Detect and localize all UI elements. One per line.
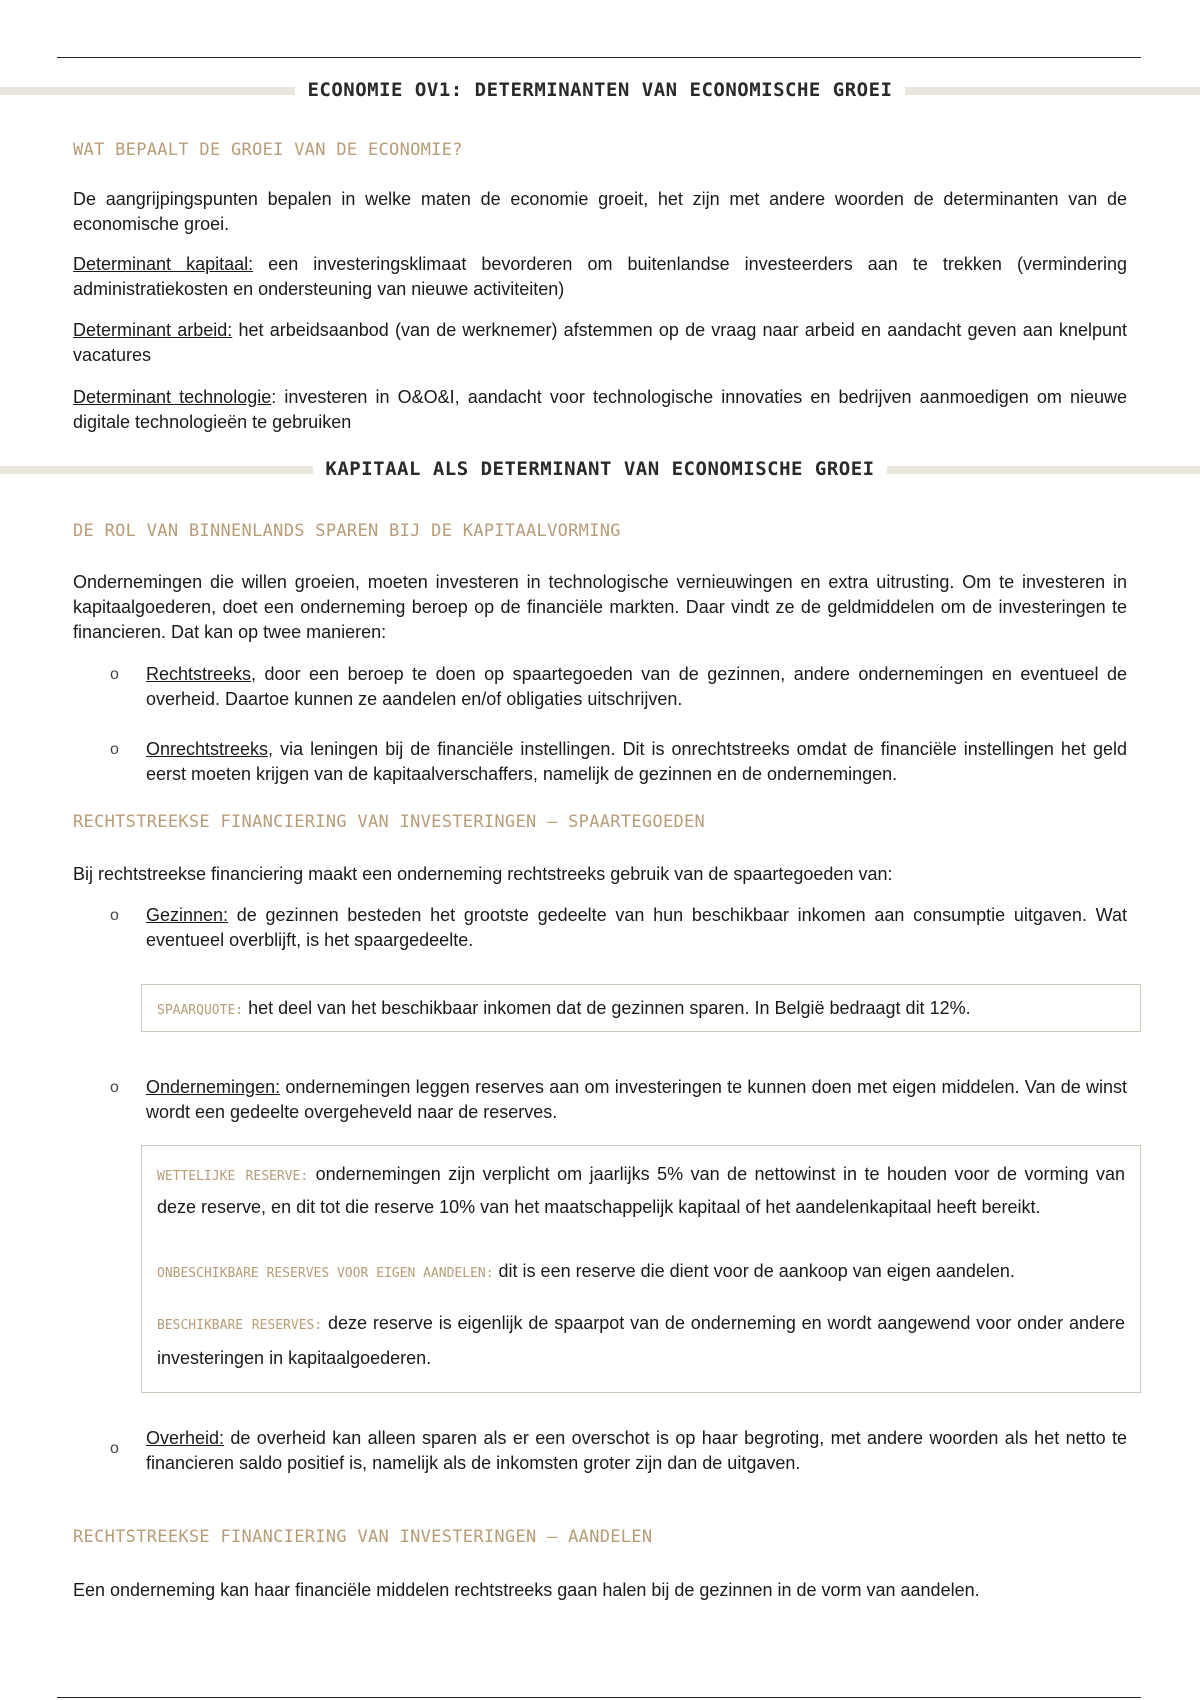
- section-heading: RECHTSTREEKSE FINANCIERING VAN INVESTERINGEN – SPAARTEGOEDEN: [73, 812, 706, 832]
- list-item: Ondernemingen: ondernemingen leggen reserves aan om investeringen te kunnen doen met eigen middelen. Van de winst wordt een gedeelte overgeheveld naar de reserves.: [146, 1077, 1127, 1122]
- paragraph-technologie: Determinant technologie: investeren in O&O&I, aandacht voor technologische innovaties en bedrijven aanmoedigen om nieuwe digitale technologieën te gebruiken: [73, 387, 1127, 432]
- list-item: Onrechtstreeks, via leningen bij de financiële instellingen. Dit is onrechtstreeks omdat de financiële instellingen het geld eerst moeten krijgen van de kapitaalverschaffers, namelijk de gezinnen en de ondernemingen.: [146, 739, 1127, 784]
- definition-label: BESCHIKBARE RESERVES:: [157, 1318, 323, 1333]
- section-heading: RECHTSTREEKSE FINANCIERING VAN INVESTERINGEN – AANDELEN: [73, 1527, 653, 1547]
- list-item: Gezinnen: de gezinnen besteden het grootste gedeelte van hun beschikbaar inkomen aan consumptie uitgaven. Wat eventueel overblijft, is het spaargedeelte.: [146, 905, 1127, 950]
- paragraph-kapitaal: Determinant kapitaal: een investeringsklimaat bevorderen om buitenlandse investeerders aan te trekken (vermindering administratiekosten en ondersteuning van nieuwe activiteiten): [73, 254, 1128, 299]
- definition-box: [141, 984, 1141, 1032]
- section-heading: DE ROL VAN BINNENLANDS SPAREN BIJ DE KAPITAALVORMING: [73, 521, 621, 541]
- term-label: Ondernemingen:: [146, 1077, 281, 1097]
- bullet-icon: o: [110, 907, 119, 924]
- paragraph: Ondernemingen die willen groeien, moeten investeren in technologische vernieuwingen en extra uitrusting. Om te investeren in kapitaalgoederen, doet een onderneming beroep op de financiële markten. Daar vindt ze de geldmiddelen om de investeringen te financieren. Dat kan op twee manieren:: [73, 572, 1127, 642]
- top-rule: [57, 57, 1141, 58]
- definition: BESCHIKBARE RESERVES: deze reserve is eigenlijk de spaarpot van de onderneming en wordt aangewend voor onder andere investeringen in kapitaalgoederen.: [157, 1313, 1125, 1368]
- definition: SPAARQUOTE: het deel van het beschikbaar inkomen dat de gezinnen sparen. In België bedraagt dit 12%.: [157, 998, 971, 1018]
- term-label: Rechtstreeks: [146, 664, 252, 684]
- definition: WETTELIJKE RESERVE: ondernemingen zijn verplicht om jaarlijks 5% van de nettowinst in te houden voor de vorming van deze reserve, en dit tot die reserve 10% van het maatschappelijk kapitaal of het aandelenkapitaal heeft bereikt.: [157, 1164, 1125, 1217]
- paragraph: Bij rechtstreekse financiering maakt een onderneming rechtstreeks gebruik van de spaartegoeden van:: [73, 864, 893, 884]
- term-label: Onrechtstreeks: [146, 739, 269, 759]
- definition-label: ONBESCHIKBARE RESERVES VOOR EIGEN AANDELEN:: [157, 1266, 494, 1281]
- bottom-rule: [57, 1697, 1141, 1698]
- paragraph: Een onderneming kan haar financiële middelen rechtstreeks gaan halen bij de gezinnen in de vorm van aandelen.: [73, 1580, 980, 1600]
- section-title: KAPITAAL ALS DETERMINANT VAN ECONOMISCHE GROEI: [0, 458, 1200, 480]
- bullet-icon: o: [110, 741, 119, 758]
- term-label: Gezinnen:: [146, 905, 229, 925]
- bullet-icon: o: [110, 1440, 119, 1457]
- list-item: Overheid: de overheid kan alleen sparen als er een overschot is op haar begroting, met andere woorden als het netto te financieren saldo positief is, namelijk als de inkomsten groter zijn dan de uitgaven.: [146, 1428, 1127, 1473]
- paragraph: De aangrijpingspunten bepalen in welke maten de economie groeit, het zijn met andere woorden de determinanten van de economische groei.: [73, 189, 1127, 234]
- list-item: Rechtstreeks, door een beroep te doen op spaartegoeden van de gezinnen, andere ondernemingen en eventueel de overheid. Daartoe kunnen ze aandelen en/of obligaties uitschrijven.: [146, 664, 1127, 709]
- term-label: Determinant kapitaal:: [73, 254, 254, 274]
- definition: ONBESCHIKBARE RESERVES VOOR EIGEN AANDELEN: dit is een reserve die dient voor de aankoop van eigen aandelen.: [157, 1261, 1015, 1281]
- bullet-icon: o: [110, 666, 119, 683]
- definition-label: SPAARQUOTE:: [157, 1003, 244, 1018]
- paragraph-arbeid: Determinant arbeid: het arbeidsaanbod (van de werknemer) afstemmen op de vraag naar arbeid en aandacht geven aan knelpunt vacatures: [73, 320, 1127, 365]
- page-title: ECONOMIE OV1: DETERMINANTEN VAN ECONOMISCHE GROEI: [0, 79, 1200, 101]
- term-label: Overheid:: [146, 1428, 225, 1448]
- section-heading: WAT BEPAALT DE GROEI VAN DE ECONOMIE?: [73, 140, 463, 160]
- term-label: Determinant arbeid:: [73, 320, 233, 340]
- bullet-icon: o: [110, 1079, 119, 1096]
- definition-label: WETTELIJKE RESERVE:: [157, 1169, 309, 1184]
- reserves-box: [141, 1145, 1141, 1393]
- term-label: Determinant technologie: [73, 387, 272, 407]
